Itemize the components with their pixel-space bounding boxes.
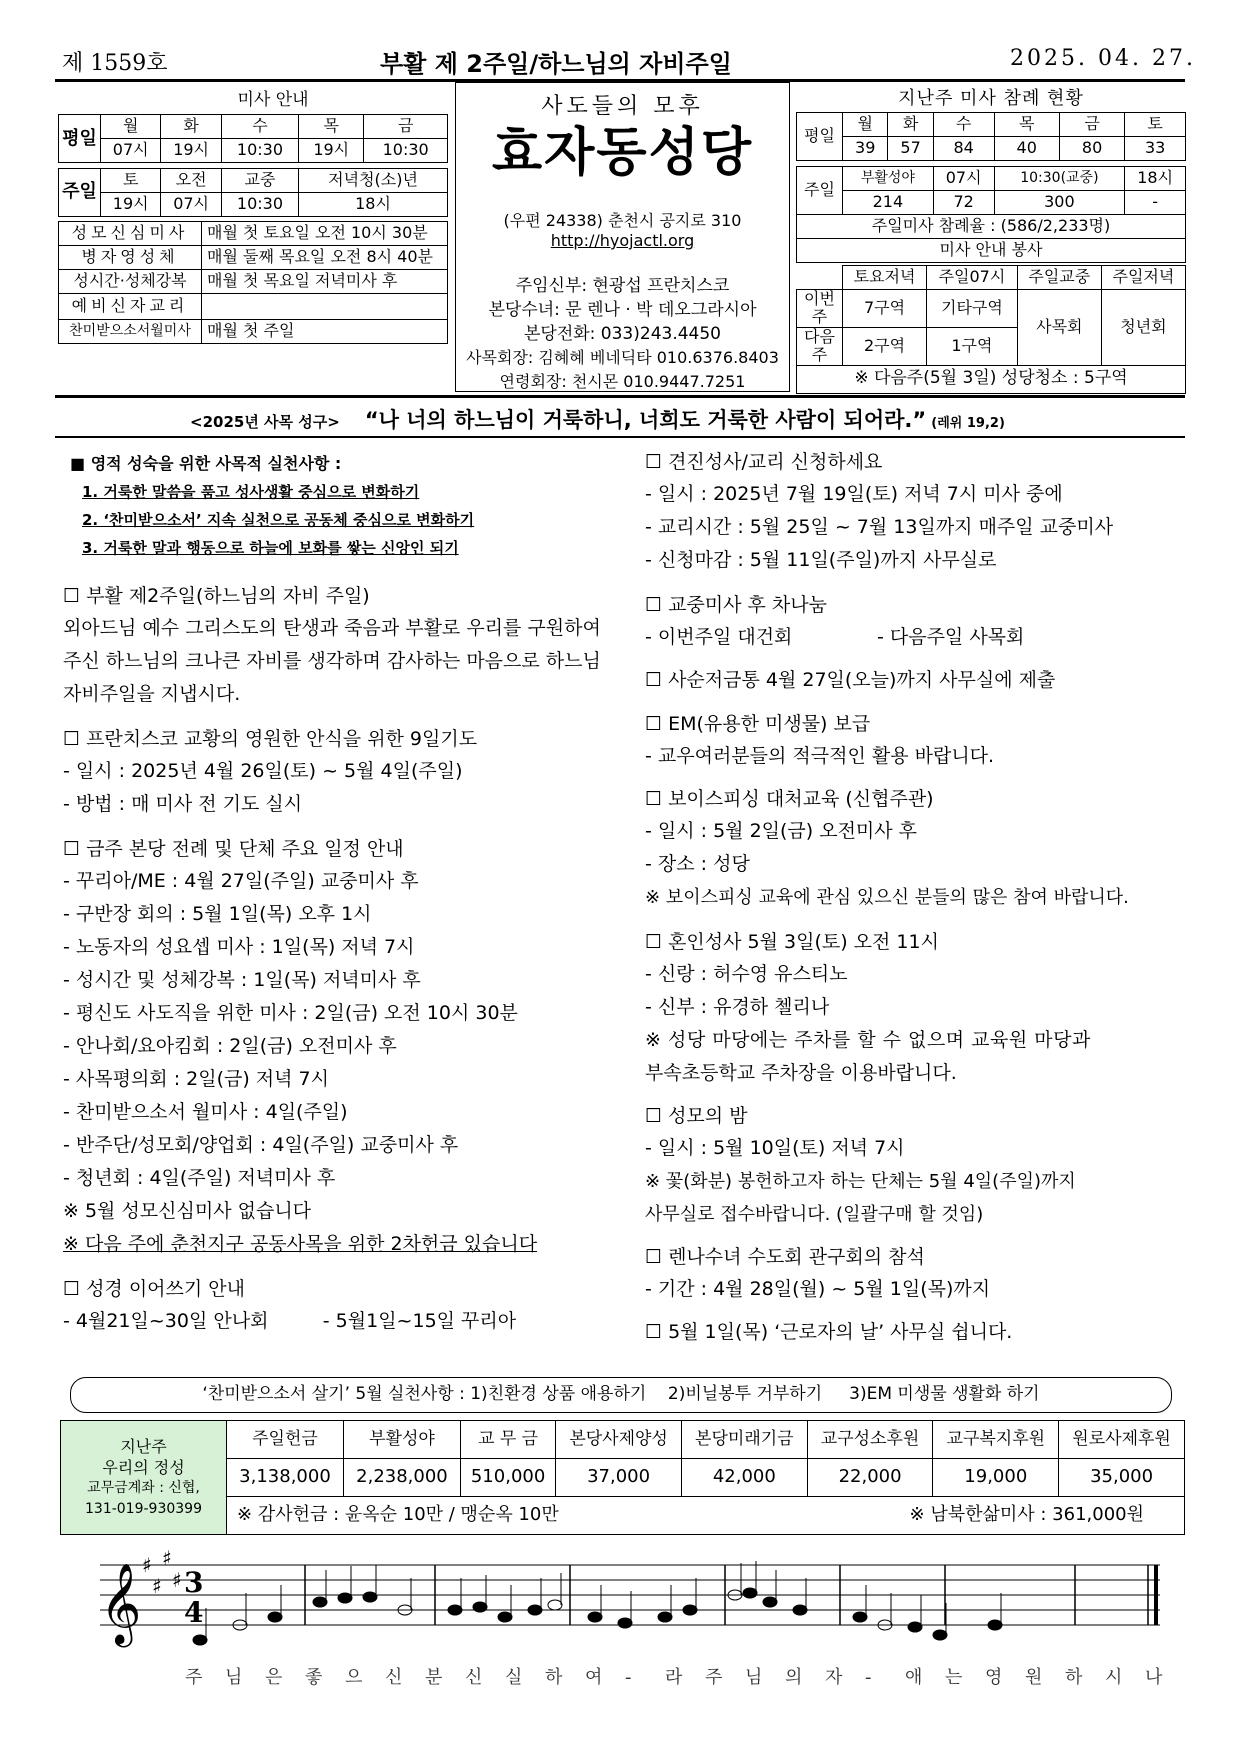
parish-info-box	[455, 82, 790, 392]
note-head	[658, 1612, 672, 1622]
service-col: 주일07시	[927, 266, 1018, 290]
service-title: 미사 안내 봉사	[797, 239, 1186, 263]
section-title: ☐ EM(유용한 미생물) 보급	[645, 713, 871, 735]
lyric-syllable: 는	[945, 1667, 963, 1688]
sunday-label: 주일	[59, 169, 101, 217]
extra-value	[202, 294, 448, 320]
notes	[193, 1561, 1002, 1645]
note-head	[683, 1605, 697, 1615]
offering-value: 510,000	[460, 1459, 555, 1497]
note-head	[763, 1597, 777, 1607]
music-score	[80, 1535, 1170, 1695]
parish-phone: 본당전화: 033)243.4450	[523, 324, 721, 344]
section-line: 사무실로 접수바랍니다. (일괄구매 할 것임)	[645, 1204, 984, 1225]
section-line: - 교우여러분들의 적극적인 활용 바랍니다.	[645, 745, 995, 767]
day-header: 목	[994, 113, 1059, 137]
page-title: 부활 제 2주일/하느님의 자비주일	[380, 50, 732, 78]
offering-col: 부활성야	[343, 1421, 460, 1459]
motto-text: “나 너의 하느님이 거룩하니, 너희도 거룩한 사람이 되어라.”	[364, 408, 927, 432]
day-header: 화	[888, 113, 933, 137]
note-head	[193, 1635, 207, 1645]
svg-text:♯: ♯	[142, 1553, 152, 1577]
section	[63, 833, 643, 1261]
lyric-syllable: 좋	[305, 1667, 323, 1688]
sun-time: 10:30	[221, 193, 298, 217]
section-line: - 찬미받으소서 월미사 : 4일(주일)	[63, 1101, 348, 1123]
parish-subtitle: 사도들의 모후	[541, 94, 704, 119]
section-line: - 일시 : 5월 2일(금) 오전미사 후	[645, 820, 918, 842]
day-header: 금	[364, 115, 448, 139]
service-group: 사목회	[1017, 290, 1101, 366]
section-line: - 기간 : 4월 28일(월) ~ 5월 1일(목)까지	[645, 1278, 991, 1300]
lyric-syllable: 하	[1065, 1667, 1083, 1688]
section	[645, 589, 1190, 654]
extra-value: 매월 둘째 목요일 오전 8시 40분	[202, 246, 448, 270]
extra-value: 매월 첫 주일	[202, 320, 448, 344]
section-title: ☐ 금주 본당 전례 및 단체 주요 일정 안내	[63, 838, 404, 860]
lyric-syllable: 영	[985, 1667, 1003, 1688]
section	[63, 1273, 643, 1338]
day-header: 월	[843, 113, 888, 137]
lyric-syllable: 주	[185, 1667, 203, 1688]
sun-time: 07시	[161, 193, 221, 217]
attendance-rate: 주일미사 참례율 : (586/2,233명)	[797, 215, 1186, 239]
sunday-label: 주일	[797, 167, 843, 215]
lyric-syllable: 여	[585, 1667, 603, 1688]
sisters: 본당수녀: 문 렌나 · 박 데오그라시아	[488, 300, 757, 320]
note-head	[473, 1602, 487, 1612]
section	[63, 580, 643, 711]
svg-text:3: 3	[184, 1566, 204, 1599]
section-line: - 교리시간 : 5월 25일 ~ 7월 13일까지 매주일 교중미사	[645, 516, 1114, 538]
lyric-syllable: 시	[1105, 1667, 1123, 1688]
day-header: 금	[1059, 113, 1124, 137]
section-line: - 일시 : 2025년 7월 19일(토) 저녁 7시 미사 중에	[645, 483, 1063, 505]
section-line: ※ 성당 마당에는 주차를 할 수 없으며 교육원 마당과	[645, 1029, 1091, 1051]
extra-label: 성시간·성체강복	[59, 270, 202, 294]
attendance-table	[796, 112, 1186, 263]
offering-col: 교구성소후원	[807, 1421, 933, 1459]
lyric-syllable: 원	[1025, 1667, 1043, 1688]
section-line: - 4월21일~30일 안나회 - 5월1일~15일 꾸리아	[63, 1310, 517, 1332]
offering-label-1: 지난주	[120, 1436, 167, 1456]
section-line: - 안나회/요아킴회 : 2일(금) 오전미사 후	[63, 1035, 397, 1057]
day-header: 수	[933, 113, 994, 137]
section-title: ☐ 보이스피싱 대처교육 (신협주관)	[645, 788, 934, 810]
note-head	[313, 1597, 327, 1607]
offering-label-2: 우리의 정성	[102, 1457, 185, 1477]
section-line: - 노동자의 성요셉 미사 : 1일(목) 저녁 7시	[63, 936, 415, 958]
attendance-count: 33	[1125, 137, 1186, 161]
section-line: - 꾸리아/ME : 4월 27일(주일) 교중미사 후	[63, 870, 419, 892]
parish-address: (우편 24338) 춘천시 공지로 310	[503, 211, 742, 230]
lyric-syllable: 라	[665, 1667, 683, 1688]
lyric-syllable: 나	[1145, 1667, 1163, 1688]
section-line: 부속초등학교 주차장을 이용바랍니다.	[645, 1062, 957, 1084]
sun-count: 300	[994, 191, 1125, 215]
offering-col: 원로사제후원	[1059, 1421, 1185, 1459]
section	[645, 708, 1190, 773]
offering-col: 교구복지후원	[933, 1421, 1059, 1459]
mass-time: 07시	[101, 139, 161, 163]
lyric-syllable: 은	[265, 1667, 283, 1688]
offering-value: 19,000	[933, 1459, 1059, 1497]
service-group: 1구역	[927, 327, 1018, 365]
section-title: ☐ 혼인성사 5월 3일(토) 오전 11시	[645, 931, 939, 953]
offering-value: 22,000	[807, 1459, 933, 1497]
service-col: 주일저녁	[1101, 266, 1185, 290]
section-line: - 이번주일 대건회 - 다음주일 사목회	[645, 626, 1025, 648]
top-rule	[55, 395, 1185, 398]
attendance-title: 지난주 미사 참례 현황	[898, 88, 1084, 109]
section-line: - 평신도 사도직을 위한 미사 : 2일(금) 오전 10시 30분	[63, 1002, 518, 1024]
note-head	[933, 1630, 947, 1640]
sun-count: -	[1125, 191, 1186, 215]
pastor: 주임신부: 현광섭 프란치스코	[515, 276, 730, 296]
motto-rule	[55, 436, 1185, 438]
offering-col: 주일헌금	[227, 1421, 344, 1459]
practice-item: 1. 거룩한 말씀을 품고 성사생활 중심으로 변화하기	[82, 483, 420, 501]
lyric-syllable: 하	[545, 1667, 563, 1688]
section-line: - 사목평의회 : 2일(금) 저녁 7시	[63, 1068, 329, 1090]
note-head	[528, 1605, 542, 1615]
section-line: - 구반장 회의 : 5월 1일(목) 오후 1시	[63, 903, 372, 925]
section-line: - 신청마감 : 5월 11일(주일)까지 사무실로	[645, 549, 997, 571]
section-line: 외아드님 예수 그리스도의 탄생과 죽음과 부활로 우리를 구원하여	[63, 617, 601, 639]
weekday-label: 평일	[59, 115, 101, 163]
north-south-mass: ※ 남북한삶미사 : 361,000원	[909, 1504, 1144, 1525]
time-signature	[184, 1566, 203, 1629]
lyric-syllable: 의	[785, 1667, 803, 1688]
sun-header: 저녁청(소)년	[299, 169, 448, 193]
lyric-syllable: 실	[505, 1667, 523, 1688]
weekday-label: 평일	[797, 113, 843, 161]
section	[645, 446, 1190, 577]
practice-item: 3. 거룩한 말과 행동으로 하늘에 보화를 쌓는 신앙인 되기	[82, 539, 459, 557]
union-chair: 연령회장: 천시몬 010.9447.7251	[499, 372, 746, 391]
day-header: 목	[299, 115, 364, 139]
note-head	[988, 1620, 1002, 1630]
offering-value: 37,000	[556, 1459, 682, 1497]
svg-text:4: 4	[184, 1596, 204, 1629]
service-group: 청년회	[1101, 290, 1185, 366]
section-line: - 청년회 : 4일(주일) 저녁미사 후	[63, 1167, 336, 1189]
section-line: ※ 보이스피싱 교육에 관심 있으신 분들의 많은 참여 바랍니다.	[645, 887, 1129, 908]
mass-info-title: 미사 안내	[237, 90, 309, 110]
service-col: 토요저녁	[843, 266, 927, 290]
service-col: 주일교중	[1017, 266, 1101, 290]
right-column	[645, 446, 1190, 1348]
lyric-syllable: 신	[465, 1667, 483, 1688]
parish-url[interactable]: http://hyojactl.org	[550, 231, 695, 250]
lyric-syllable: -	[625, 1667, 632, 1688]
attendance-count: 40	[994, 137, 1059, 161]
note-head	[618, 1618, 632, 1628]
motto-ref: (레위 19,2)	[931, 416, 1005, 431]
section-title: ☐ 성경 이어쓰기 안내	[63, 1278, 245, 1300]
service-group: 2구역	[843, 327, 927, 365]
sun-header: 토	[101, 169, 161, 193]
sun-count: 72	[933, 191, 994, 215]
service-group: 7구역	[843, 290, 927, 328]
section	[645, 664, 1190, 696]
sun-header: 오전	[161, 169, 221, 193]
offering-label	[61, 1421, 227, 1535]
next-week-label: 다음주	[797, 327, 843, 365]
offering-value: 3,138,000	[227, 1459, 344, 1497]
lyric-syllable: 으	[345, 1667, 363, 1688]
svg-text:♯: ♯	[162, 1546, 172, 1570]
note-head	[268, 1612, 282, 1622]
section-title: ☐ 성모의 밤	[645, 1105, 748, 1127]
offering-notes	[227, 1497, 1185, 1535]
lyric-syllable: 님	[745, 1667, 763, 1688]
section	[645, 1241, 1190, 1306]
practice-box	[70, 450, 640, 562]
mass-time: 19시	[299, 139, 364, 163]
parish-name: 효자동성당	[491, 122, 754, 183]
sun-header: 10:30(교중)	[994, 167, 1125, 191]
lyric-syllable: 님	[225, 1667, 243, 1688]
svg-text:♯: ♯	[172, 1568, 182, 1592]
offering-table	[60, 1420, 1185, 1535]
mass-time: 10:30	[364, 139, 448, 163]
offering-value: 2,238,000	[343, 1459, 460, 1497]
attendance-count: 80	[1059, 137, 1124, 161]
section-line: - 신랑 : 허수영 유스티노	[645, 963, 848, 985]
mass-schedule-table	[58, 114, 448, 217]
treble-clef-icon: 𝄞	[100, 1562, 142, 1644]
lyric-syllable: 애	[905, 1667, 923, 1688]
extra-value: 매월 첫 목요일 저녁미사 후	[202, 270, 448, 294]
sun-header: 교중	[221, 169, 298, 193]
lyric-syllable: 신	[385, 1667, 403, 1688]
section-line: - 일시 : 2025년 4월 26일(토) ~ 5월 4일(주일)	[63, 760, 463, 782]
section	[63, 723, 643, 821]
practice-item: 2. ‘찬미받으소서’ 지속 실천으로 공동체 중심으로 변화하기	[82, 511, 475, 529]
service-group: 기타구역	[927, 290, 1018, 328]
lyric-syllable: 자	[825, 1667, 843, 1688]
issue-date: 2025. 04. 27.	[1010, 46, 1196, 71]
section	[645, 926, 1190, 1090]
chair: 사목회장: 김혜혜 베네딕타 010.6376.8403	[466, 348, 779, 367]
day-header: 수	[221, 115, 298, 139]
lyrics	[185, 1666, 1163, 1688]
section-title: ☐ 프란치스코 교황의 영원한 안식을 위한 9일기도	[63, 728, 478, 750]
sun-header: 07시	[933, 167, 994, 191]
note-head	[448, 1605, 462, 1615]
sun-count: 214	[843, 191, 934, 215]
section-line: - 장소 : 성당	[645, 853, 750, 875]
issue-number: 제 1559호	[62, 51, 168, 76]
note-head	[548, 1600, 562, 1610]
note-head	[588, 1612, 602, 1622]
offering-label-3: 교무금계좌 : 신협,	[87, 1479, 200, 1496]
offering-col: 교 무 금	[460, 1421, 555, 1459]
section-title: ☐ 5월 1일(목) ‘근로자의 날’ 사무실 쉽니다.	[645, 1321, 1013, 1343]
service-table	[796, 265, 1186, 394]
practice-title: ■ 영적 성숙을 위한 사목적 실천사항 :	[70, 454, 342, 473]
offering-value: 42,000	[681, 1459, 807, 1497]
section-line: ※ 다음 주에 춘천지구 공동사목을 위한 2차헌금 있습니다	[63, 1233, 538, 1255]
extra-value: 매월 첫 토요일 오전 10시 30분	[202, 222, 448, 246]
section-line: ※ 5월 성모신심미사 없습니다	[63, 1200, 312, 1222]
day-header: 화	[161, 115, 221, 139]
section	[645, 1100, 1190, 1231]
attendance-count: 39	[843, 137, 888, 161]
extra-label: 예비신자교리	[59, 294, 202, 320]
thanks-offering: ※ 감사헌금 : 윤옥순 10만 / 맹순옥 10만	[237, 1504, 559, 1526]
offering-col: 본당미래기금	[681, 1421, 807, 1459]
lyric-syllable: 분	[425, 1667, 443, 1688]
note-head	[853, 1612, 867, 1622]
attendance-box	[796, 86, 1186, 394]
this-week-label: 이번주	[797, 290, 843, 328]
section-title: ☐ 교중미사 후 차나눔	[645, 594, 827, 616]
note-head	[363, 1592, 377, 1602]
sun-header: 18시	[1125, 167, 1186, 191]
extra-label: 찬미받으소서월미사	[59, 320, 202, 344]
section-line: - 성시간 및 성체강복 : 1일(목) 저녁미사 후	[63, 969, 421, 991]
section	[645, 783, 1190, 914]
section-line: - 방법 : 매 미사 전 기도 실시	[63, 793, 303, 815]
mass-time: 19시	[161, 139, 221, 163]
sun-time: 18시	[299, 193, 448, 217]
blank-cell	[797, 266, 843, 290]
section-line: ※ 꽃(화분) 봉헌하고자 하는 단체는 5월 4일(주일)까지	[645, 1171, 1076, 1192]
cleaning-note: ※ 다음주(5월 3일) 성당청소 : 5구역	[797, 365, 1186, 393]
key-signature	[142, 1546, 182, 1598]
offering-value: 35,000	[1059, 1459, 1185, 1497]
laudato-box: ‘찬미받으소서 살기’ 5월 실천사항 : 1)친환경 상품 애용하기 2)비닐봉투 거부하기 3)EM 미생물 생활화 하기	[70, 1377, 1172, 1413]
sun-time: 19시	[101, 193, 161, 217]
section-title: ☐ 사순저금통 4월 27일(오늘)까지 사무실에 제출	[645, 669, 1056, 691]
attendance-count: 84	[933, 137, 994, 161]
section	[645, 1316, 1190, 1348]
note-head	[743, 1588, 757, 1598]
mass-info-box	[58, 86, 448, 344]
offering-col: 본당사제양성	[556, 1421, 682, 1459]
section-title: ☐ 렌나수녀 수도회 관구회의 참석	[645, 1246, 925, 1268]
note-head	[498, 1612, 512, 1622]
motto-label: <2025년 사목 성구>	[190, 413, 340, 431]
section-line: - 신부 : 유경하 첼리나	[645, 996, 830, 1018]
section-line: - 반주단/성모회/양업회 : 4일(주일) 교중미사 후	[63, 1134, 459, 1156]
attendance-count: 57	[888, 137, 933, 161]
svg-text:♯: ♯	[152, 1574, 162, 1598]
lyric-syllable: -	[865, 1667, 872, 1688]
note-head	[908, 1622, 922, 1632]
offering-label-4: 131-019-930399	[85, 1500, 202, 1517]
day-header: 토	[1125, 113, 1186, 137]
section-line: - 일시 : 5월 10일(토) 저녁 7시	[645, 1137, 905, 1159]
extra-label: 성모신심미사	[59, 222, 202, 246]
sun-header: 부활성야	[843, 167, 934, 191]
lyric-syllable: 주	[705, 1667, 723, 1688]
extra-label: 병자영성체	[59, 246, 202, 270]
section-line: 주신 하느님의 크나큰 자비를 생각하며 감사하는 마음으로 하느님	[63, 650, 601, 672]
mass-time: 10:30	[221, 139, 298, 163]
mass-extra-table	[58, 221, 448, 344]
day-header: 월	[101, 115, 161, 139]
note-head	[338, 1593, 352, 1603]
section-title: ☐ 부활 제2주일(하느님의 자비 주일)	[63, 585, 370, 607]
left-column	[63, 580, 643, 1338]
note-head	[793, 1605, 807, 1615]
motto	[190, 404, 1005, 434]
section-title: ☐ 견진성사/교리 신청하세요	[645, 451, 883, 473]
section-line: 자비주일을 지냅시다.	[63, 683, 241, 705]
